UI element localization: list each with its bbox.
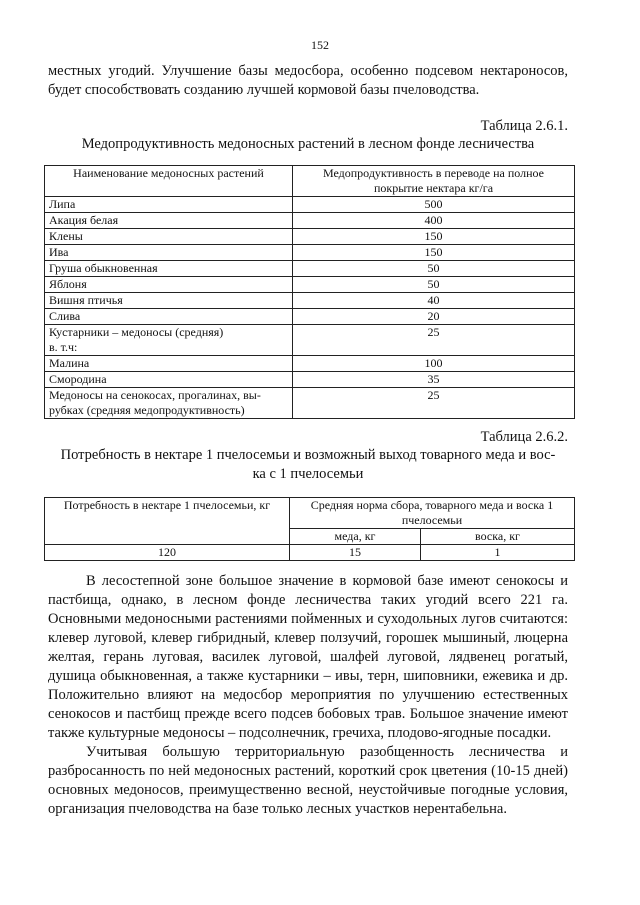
table2-caption-line1: Потребность в нектаре 1 пчелосемьи и возможный выход товарного меда и вос- bbox=[60, 447, 556, 463]
productivity-value: 40 bbox=[293, 293, 575, 309]
header-yield-norm: Средняя норма сбора, товарного меда и воска 1 пчелосемьи bbox=[290, 498, 575, 529]
table1-caption: Медопродуктивность медоносных растений в лесном фонде лесничества bbox=[81, 136, 535, 152]
table-row bbox=[45, 229, 575, 245]
productivity-value: 50 bbox=[293, 261, 575, 277]
honey-value: 15 bbox=[290, 545, 421, 561]
body-text bbox=[48, 572, 568, 819]
page-number: 152 bbox=[311, 38, 329, 52]
table-row bbox=[45, 245, 575, 261]
productivity-value: 150 bbox=[293, 229, 575, 245]
plant-name-line2: в. т.ч: bbox=[49, 340, 78, 354]
plant-name bbox=[45, 325, 293, 356]
table-header-row bbox=[45, 498, 575, 529]
productivity-value: 25 bbox=[293, 325, 575, 356]
nectar-need-value: 120 bbox=[45, 545, 290, 561]
table-row bbox=[45, 309, 575, 325]
table-row bbox=[45, 213, 575, 229]
header-nectar-need: Потребность в нектаре 1 пчелосемьи, кг bbox=[45, 498, 290, 545]
table-row bbox=[45, 356, 575, 372]
plant-name: Липа bbox=[45, 197, 293, 213]
productivity-value: 100 bbox=[293, 356, 575, 372]
wax-value: 1 bbox=[421, 545, 575, 561]
header-plant-name: Наименование медоносных растений bbox=[45, 166, 293, 197]
body-paragraph: В лесостепной зоне большое значение в кормовой базе имеют сенокосы и пастбища, однако, в лесном фонде лесничества таких угодий всего 221 га. Основными медоносными растениями пойменных и суходольных лугов считаются: клевер луговой, клевер гибридный, клевер ползучий, горошек мышиный, люцерна желтая, герань луговая, василек луговой, шалфей луговой, лядвенец рогатый, душица обыкновенная, а также кустарники – ивы, терн, шиповники, ежевика и др. Положительно влияют на медосбор мероприятия по улучшению естественных сенокосов и пастбищ прежде всего подсев бобовых трав. Большое значение имеют также культурные медоносы – подсолнечник, гречиха, плодово-ягодные посадки. bbox=[48, 573, 568, 741]
intro-text: местных угодий. Улучшение базы медосбора, особенно подсевом нектароносов, будет способствовать созданию лучшей кормовой базы пчеловодства. bbox=[48, 63, 568, 98]
header-productivity: Медопродуктивность в переводе на полное покрытие нектара кг/га bbox=[293, 166, 575, 197]
productivity-value: 500 bbox=[293, 197, 575, 213]
productivity-value: 400 bbox=[293, 213, 575, 229]
table-row bbox=[45, 372, 575, 388]
plant-name: Клены bbox=[45, 229, 293, 245]
table1-label: Таблица 2.6.1. bbox=[480, 118, 568, 134]
table-row bbox=[45, 293, 575, 309]
plant-name: Яблоня bbox=[45, 277, 293, 293]
intro-paragraph bbox=[48, 62, 568, 100]
productivity-value: 150 bbox=[293, 245, 575, 261]
plant-name bbox=[45, 388, 293, 419]
plant-name: Малина bbox=[45, 356, 293, 372]
table-row bbox=[45, 277, 575, 293]
plant-name: Вишня птичья bbox=[45, 293, 293, 309]
plant-name-line1: Кустарники – медоносы (средняя) bbox=[49, 325, 224, 339]
table-row bbox=[45, 325, 575, 356]
plant-name: Акация белая bbox=[45, 213, 293, 229]
productivity-value: 20 bbox=[293, 309, 575, 325]
plant-name-line1: Медоносы на сенокосах, прогалинах, вы- bbox=[49, 388, 261, 402]
productivity-value: 25 bbox=[293, 388, 575, 419]
plant-name: Слива bbox=[45, 309, 293, 325]
table-header-row bbox=[45, 166, 575, 197]
plant-name: Груша обыкновенная bbox=[45, 261, 293, 277]
nectar-need-table bbox=[44, 497, 575, 561]
productivity-value: 50 bbox=[293, 277, 575, 293]
header-honey: меда, кг bbox=[290, 529, 421, 545]
honey-productivity-table bbox=[44, 165, 575, 419]
plant-name: Ива bbox=[45, 245, 293, 261]
plant-name-line2: рубках (средняя медопродуктивность) bbox=[49, 403, 245, 417]
body-paragraph: Учитывая большую территориальную разобщенность лесничества и разбросанность по ней медоносных растений, короткий срок цветения (10-15 дней) основных медоносов, преимущественно весной, неустойчивые погодные условия, организация пчеловодства на базе только лесных участков нерентабельна. bbox=[48, 744, 568, 817]
table2-caption-line2: ка с 1 пчелосемьи bbox=[252, 466, 364, 482]
table-row bbox=[45, 197, 575, 213]
table-row bbox=[45, 261, 575, 277]
plant-name: Смородина bbox=[45, 372, 293, 388]
productivity-value: 35 bbox=[293, 372, 575, 388]
table-row bbox=[45, 545, 575, 561]
table2-caption bbox=[48, 446, 568, 484]
header-wax: воска, кг bbox=[421, 529, 575, 545]
table2-label: Таблица 2.6.2. bbox=[480, 429, 568, 445]
table-row bbox=[45, 388, 575, 419]
